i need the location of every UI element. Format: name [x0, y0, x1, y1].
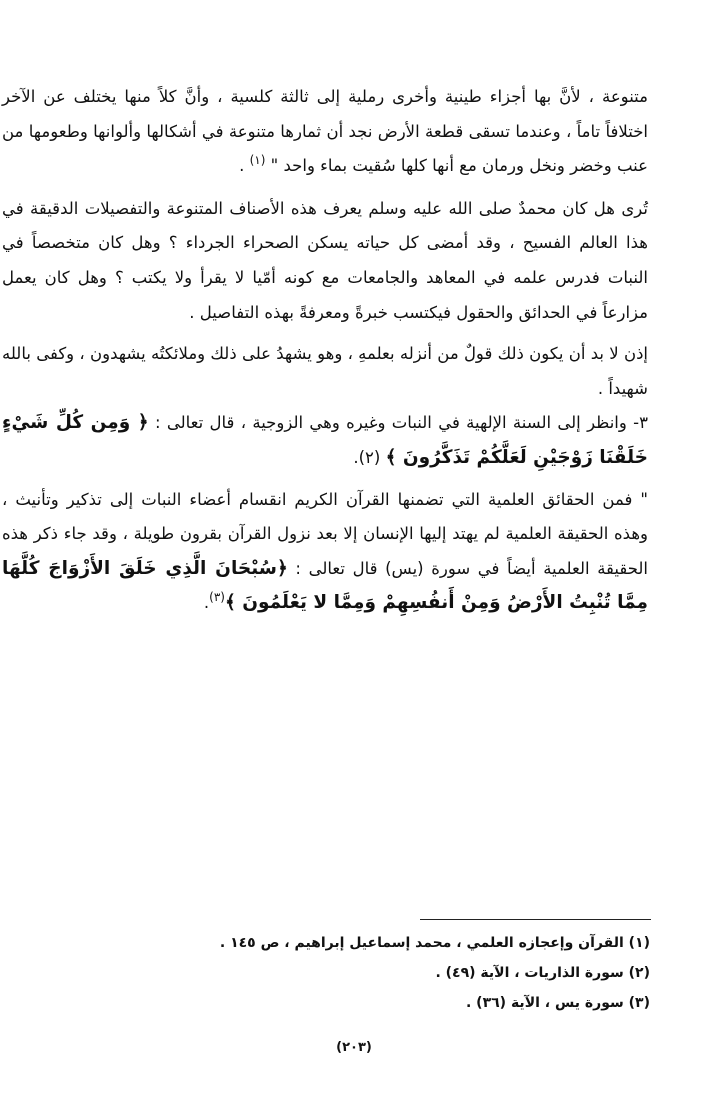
paragraph-3	[2, 337, 648, 406]
paragraph-2-text: تُرى هل كان محمدٌ صلى الله عليه وسلم يعرف هذه الأصناف المتنوعة والتفصيلات الدقيقة في هذا العالم الفسيح ، وقد أمضى كل حياته يسكن الصحراء الجرداء ؟ وهل كان متخصصاً في النبات فدرس علمه في المعاهد والجامعات مع كونه أمّيا لا يقرأ ولا يكتب ؟ وهل كان يعمل مزارعاً في الحدائق والحقول فيكتسب خبرةً ومعرفةً بهذه التفاصيل .	[2, 198, 648, 322]
footnotes	[50, 928, 650, 1018]
footnote-ref-3: (٣)	[209, 590, 225, 605]
paragraph-1-text: متنوعة ، لأنَّ بها أجزاء طينية وأخرى رملية إلى ثالثة كلسية ، وأنَّ كلاً منها يختلف عن الآخر اختلافاً تاماً ، وعندما تسقى قطعة الأرض نجد أن ثمارها متنوعة في أشكالها وألوانها وطعومها من عنب وخضر ونخل ورمان مع أنها كلها سُقيت بماء واحد "	[2, 87, 648, 176]
quran-verse-2: ﴿سُبْحَانَ الَّذِي خَلَقَ الأَزْوَاجَ كُلَّهَا مِمَّا تُنْبِتُ الأَرْضُ وَمِنْ أَنفُسِهِمْ وَمِمَّا لا يَعْلَمُونَ ﴾	[2, 557, 648, 614]
footnote-divider	[420, 919, 651, 920]
paragraph-1	[2, 80, 648, 185]
paragraph-4	[2, 406, 648, 475]
paragraph-5	[2, 483, 648, 622]
footnote-1: (١) القرآن وإعجازه العلمي ، محمد إسماعيل إبراهيم ، ص ١٤٥ .	[219, 935, 650, 951]
paragraph-1-end: .	[239, 156, 250, 176]
paragraph-4-intro: ٣- وانظر إلى السنة الإلهية في النبات وغيره وهي الزوجية ، قال تعالى :	[148, 413, 649, 433]
paragraph-2	[2, 192, 648, 330]
footnote-2: (٢) سورة الذاريات ، الآية (٤٩) .	[435, 965, 650, 981]
page-number: (٢٠٣)	[336, 1040, 372, 1055]
main-text	[2, 80, 648, 622]
paragraph-5-intro: " فمن الحقائق العلمية التي تضمنها القرآن الكريم انقسام أعضاء النبات إلى تذكير وتأنيث ، وهذه الحقيقة العلمية لم يهتد إليها الإنسان إلا بعد نزول القرآن بقرون طويلة ، وقد جاء ذكر هذه الحقيقة العلمية أيضاً في سورة (يس) قال تعالى :	[2, 489, 648, 578]
footnote-ref-1: (١)	[249, 153, 266, 168]
quran-verse-1: ﴿ وَمِن كُلِّ شَيْءٍ خَلَقْنَا زَوْجَيْنِ لَعَلَّكُمْ تَذَكَّرُونَ ﴾	[2, 412, 648, 468]
footnote-ref-2: (٢).	[353, 447, 386, 467]
footnote-3: (٣) سورة يس ، الآية (٣٦) .	[465, 995, 650, 1011]
paragraph-3-text: إذن لا بد أن يكون ذلك قولٌ من أنزله بعلمهِ ، وهو يشهدُ على ذلك وملائكتُه يشهدون ، وكفى بالله شهيداً .	[2, 344, 648, 398]
paragraph-5-end: .	[203, 593, 210, 613]
